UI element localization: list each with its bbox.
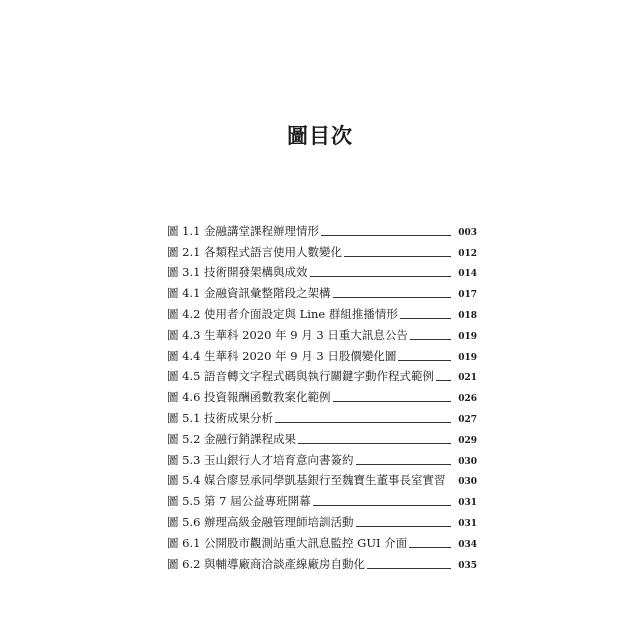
- toc-entry[interactable]: [167, 322, 477, 343]
- page-number: 017: [458, 290, 477, 301]
- figure-title-wrap: [204, 452, 455, 468]
- figure-label: 圖 4.2: [167, 306, 201, 321]
- toc-entry[interactable]: [167, 405, 477, 426]
- figure-title: 技術開發架構與成效: [204, 265, 308, 280]
- figure-title-wrap: [204, 327, 455, 343]
- toc-entry[interactable]: [167, 551, 477, 572]
- leader-line: [356, 526, 452, 527]
- figure-title-wrap: [204, 431, 455, 447]
- figure-title: 公開股市觀測站重大訊息監控 GUI 介面: [204, 535, 408, 550]
- figure-title-wrap: [204, 306, 455, 322]
- leader-line: [344, 256, 451, 257]
- figure-label: 圖 3.1: [167, 265, 201, 280]
- page-number: 034: [458, 539, 477, 550]
- page-number: 018: [458, 310, 477, 321]
- figure-label: 圖 4.6: [167, 390, 201, 405]
- figure-title-wrap: [204, 285, 455, 301]
- page-number: 014: [458, 269, 477, 280]
- figure-label: 圖 6.2: [167, 556, 201, 571]
- figure-title: 語音轉文字程式碼與執行關鍵字動作程式範例: [204, 369, 434, 384]
- page-number: 026: [458, 394, 477, 405]
- toc-entry[interactable]: [167, 426, 477, 447]
- figure-title-wrap: [204, 348, 455, 364]
- figure-title: 金融講堂課程辦理情形: [204, 223, 319, 238]
- figure-title-wrap: [204, 389, 455, 405]
- leader-line: [321, 235, 451, 236]
- leader-line: [436, 380, 451, 381]
- figure-title: 生華科 2020 年 9 月 3 日重大訊息公告: [204, 327, 408, 342]
- figure-title-wrap: [204, 223, 455, 239]
- page-number: 019: [458, 331, 477, 342]
- figure-index-list: [167, 218, 477, 572]
- figure-label: 圖 6.1: [167, 535, 201, 550]
- page-number: 035: [458, 560, 477, 571]
- toc-entry[interactable]: [167, 384, 477, 405]
- figure-title: 金融行銷課程成果: [204, 431, 296, 446]
- leader-line: [398, 360, 451, 361]
- toc-entry[interactable]: [167, 364, 477, 385]
- figure-label: 圖 4.3: [167, 327, 201, 342]
- figure-title-wrap: [204, 535, 455, 551]
- toc-entry[interactable]: [167, 509, 477, 530]
- leader-line: [409, 547, 451, 548]
- page-number: 027: [458, 414, 477, 425]
- leader-line: [310, 276, 452, 277]
- figure-title: 生華科 2020 年 9 月 3 日股價變化圖: [204, 348, 397, 363]
- figure-label: 圖 2.1: [167, 244, 201, 259]
- toc-entry[interactable]: [167, 530, 477, 551]
- figure-title-wrap: [204, 493, 455, 509]
- figure-label: 圖 5.6: [167, 514, 201, 529]
- figure-label: 圖 4.4: [167, 348, 201, 363]
- leader-line: [367, 568, 451, 569]
- figure-title: 辦理高級金融管理師培訓活動: [204, 514, 354, 529]
- figure-label: 圖 5.5: [167, 494, 201, 509]
- page-number: 030: [458, 477, 477, 488]
- page-number: 003: [458, 227, 477, 238]
- page-number: 030: [458, 456, 477, 467]
- figure-title-wrap: [204, 368, 455, 384]
- figure-title: 各類程式語言使用人數變化: [204, 244, 342, 259]
- toc-entry[interactable]: [167, 218, 477, 239]
- leader-line: [313, 505, 451, 506]
- leader-line: [333, 401, 452, 402]
- toc-entry[interactable]: [167, 468, 477, 489]
- figure-title: 第 7 屆公益專班開幕: [204, 494, 311, 509]
- toc-entry[interactable]: [167, 260, 477, 281]
- figure-label: 圖 5.2: [167, 431, 201, 446]
- figure-label: 圖 5.3: [167, 452, 201, 467]
- leader-line: [356, 464, 452, 465]
- figure-label: 圖 5.1: [167, 410, 201, 425]
- figure-title: 金融資訊彙整階段之架構: [204, 286, 331, 301]
- leader-line: [275, 422, 451, 423]
- figure-title: 與輔導廠商洽談產線廠房自動化: [204, 556, 365, 571]
- toc-entry[interactable]: [167, 301, 477, 322]
- toc-entry[interactable]: [167, 343, 477, 364]
- toc-entry[interactable]: [167, 239, 477, 260]
- leader-line: [298, 443, 451, 444]
- figure-title: 投資報酬函數教案化範例: [204, 390, 331, 405]
- page-number: 021: [458, 373, 477, 384]
- toc-entry[interactable]: [167, 280, 477, 301]
- figure-title-wrap: [204, 514, 455, 530]
- figure-label: 圖 4.5: [167, 369, 201, 384]
- leader-line: [400, 318, 451, 319]
- figure-title-wrap: [204, 410, 455, 426]
- figure-title: 技術成果分析: [204, 410, 273, 425]
- page-number: 019: [458, 352, 477, 363]
- page-number: 029: [458, 435, 477, 446]
- figure-title-wrap: [204, 244, 455, 260]
- page-title: 圖目次: [287, 123, 353, 148]
- leader-line: [410, 339, 451, 340]
- figure-label: 圖 5.4: [167, 473, 201, 488]
- toc-entry[interactable]: [167, 447, 477, 468]
- figure-title-wrap: [204, 472, 455, 488]
- page-number: 031: [458, 518, 477, 529]
- figure-title-wrap: [204, 556, 455, 572]
- toc-entry[interactable]: [167, 488, 477, 509]
- page-number: 031: [458, 498, 477, 509]
- figure-title: 媒合廖昱承同學凱基銀行至魏寶生董事長室實習: [204, 473, 446, 488]
- figure-title: 玉山銀行人才培育意向書簽約: [204, 452, 354, 467]
- leader-line: [333, 297, 452, 298]
- figure-label: 圖 4.1: [167, 286, 201, 301]
- figure-title: 使用者介面設定與 Line 群組推播情形: [204, 306, 398, 321]
- figure-title-wrap: [204, 264, 455, 280]
- page-number: 012: [458, 248, 477, 259]
- figure-label: 圖 1.1: [167, 223, 201, 238]
